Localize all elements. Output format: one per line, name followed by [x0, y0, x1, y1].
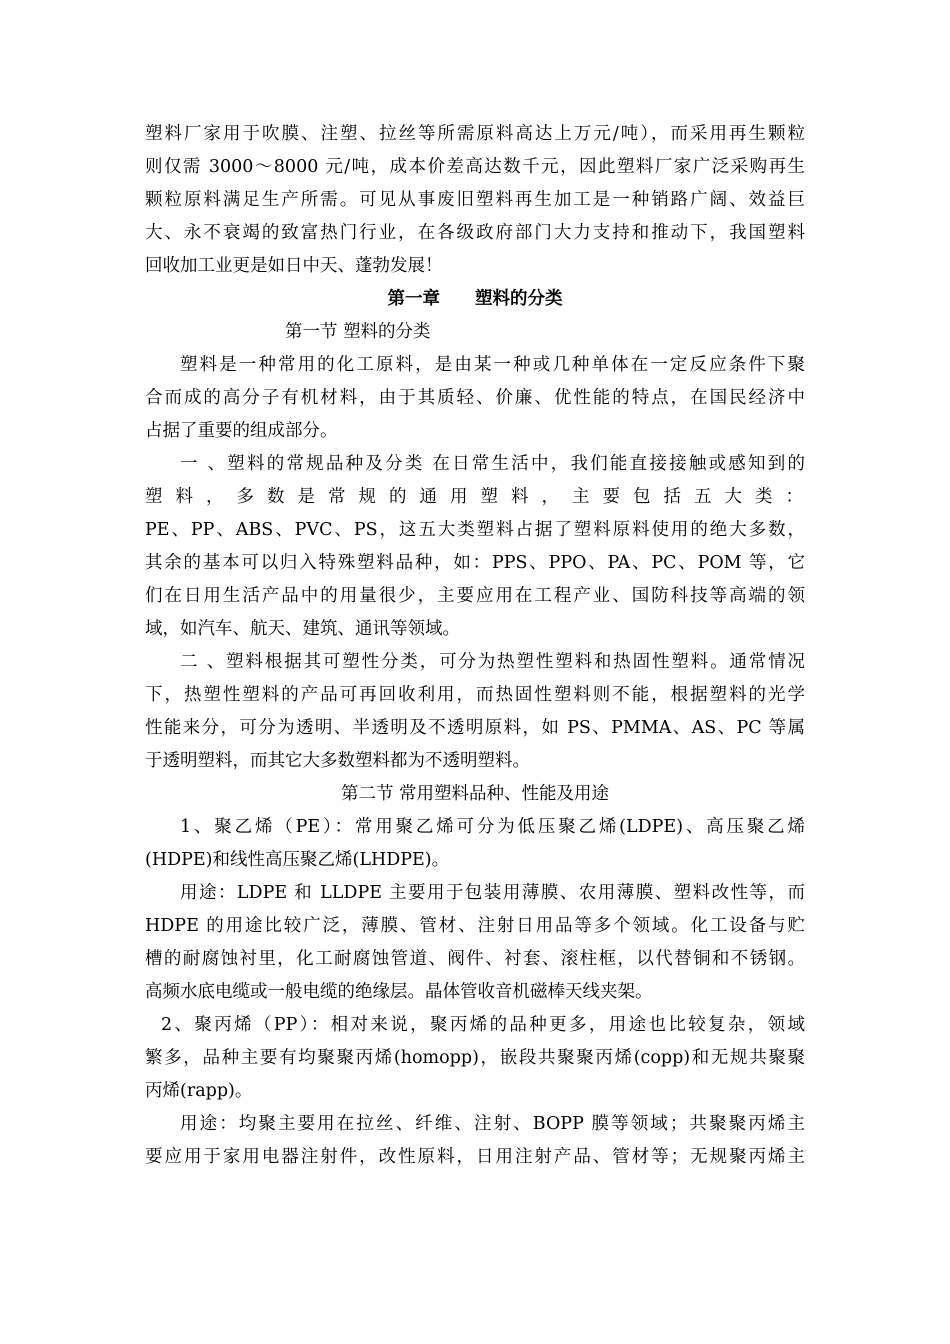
- text-line: 塑料厂家用于吹膜、注塑、拉丝等所需原料高达上万元/吨），而采用再生颗粒: [145, 124, 805, 144]
- text-line: 域，如汽车、航天、建筑、通讯等领域。: [145, 619, 460, 639]
- text-line: 要应用于家用电器注射件，改性原料，日用注射产品、管材等；无规聚丙烯主: [145, 1147, 805, 1167]
- text-line: 回收加工业更是如日中天、蓬勃发展！: [145, 256, 443, 276]
- text-line: 高频水底电缆或一般电缆的绝缘层。晶体管收音机磁棒天线夹架。: [145, 982, 653, 1002]
- paragraph-first-line: 1、聚乙烯（PE）：常用聚乙烯可分为低压聚乙烯(LDPE)、高压聚乙烯: [180, 817, 805, 837]
- text-line: PE、PP、ABS、PVC、PS，这五大类塑料占据了塑料原料使用的绝大多数，: [145, 520, 805, 540]
- text-line: 塑 料 ， 多 数 是 常 规 的 通 用 塑 料 ， 主 要 包 括 五 大 类 ：: [145, 487, 805, 507]
- text-line: 们在日用生活产品中的用量很少，主要应用在工程产业、国防科技等高端的领: [145, 586, 805, 606]
- paragraph-first-line: 一 、塑料的常规品种及分类 在日常生活中，我们能直接接触或感知到的: [180, 454, 805, 474]
- paragraph-first-line: 2、聚丙烯（PP）：相对来说，聚丙烯的品种更多，用途也比较复杂，领域: [161, 1015, 805, 1035]
- text-line: 繁多，品种主要有均聚聚丙烯(homopp)，嵌段共聚聚丙烯(copp)和无规共聚聚: [145, 1048, 805, 1068]
- text-line: 槽的耐腐蚀衬里，化工耐腐蚀管道、阀件、衬套、滚柱框，以代替铜和不锈钢。: [145, 949, 805, 969]
- section-heading: 第一节 塑料的分类: [285, 322, 431, 342]
- text-line: 大、永不衰竭的致富热门行业，在各级政府部门大力支持和推动下，我国塑料: [145, 223, 805, 243]
- chapter-heading: 第一章 塑料的分类: [387, 289, 563, 309]
- paragraph-first-line: 用途：LDPE 和 LLDPE 主要用于包装用薄膜、农用薄膜、塑料改性等，而: [180, 883, 805, 903]
- paragraph-first-line: 二 、塑料根据其可塑性分类，可分为热塑性塑料和热固性塑料。通常情况: [180, 652, 805, 672]
- text-line: 占据了重要的组成部分。: [145, 421, 338, 441]
- document-page: [145, 118, 805, 1174]
- text-line: (HDPE)和线性高压聚乙烯(LHDPE)。: [145, 850, 450, 870]
- text-line: HDPE 的用途比较广泛，薄膜、管材、注射日用品等多个领域。化工设备与贮: [145, 916, 805, 936]
- text-line: 于透明塑料，而其它大多数塑料都为不透明塑料。: [145, 751, 530, 771]
- text-line: 下，热塑性塑料的产品可再回收利用，而热固性塑料则不能，根据塑料的光学: [145, 685, 805, 705]
- text-line: 其余的基本可以归入特殊塑料品种，如：PPS、PPO、PA、PC、POM 等，它: [145, 553, 805, 573]
- text-line: 性能来分，可分为透明、半透明及不透明原料，如 PS、PMMA、AS、PC 等属: [145, 718, 805, 738]
- paragraph-first-line: 塑料是一种常用的化工原料，是由某一种或几种单体在一定反应条件下聚: [180, 355, 805, 375]
- text-line: 则仅需 3000～8000 元/吨，成本价差高达数千元，因此塑料厂家广泛采购再生: [145, 157, 805, 177]
- text-line: 颗粒原料满足生产所需。可见从事废旧塑料再生加工是一种销路广阔、效益巨: [145, 190, 805, 210]
- text-line: 丙烯(rapp)。: [145, 1081, 253, 1101]
- text-line: 合而成的高分子有机材料，由于其质轻、价廉、优性能的特点，在国民经济中: [145, 388, 805, 408]
- paragraph-first-line: 用途：均聚主要用在拉丝、纤维、注射、BOPP 膜等领域；共聚聚丙烯主: [180, 1114, 805, 1134]
- section-heading: 第二节 常用塑料品种、性能及用途: [340, 784, 610, 804]
